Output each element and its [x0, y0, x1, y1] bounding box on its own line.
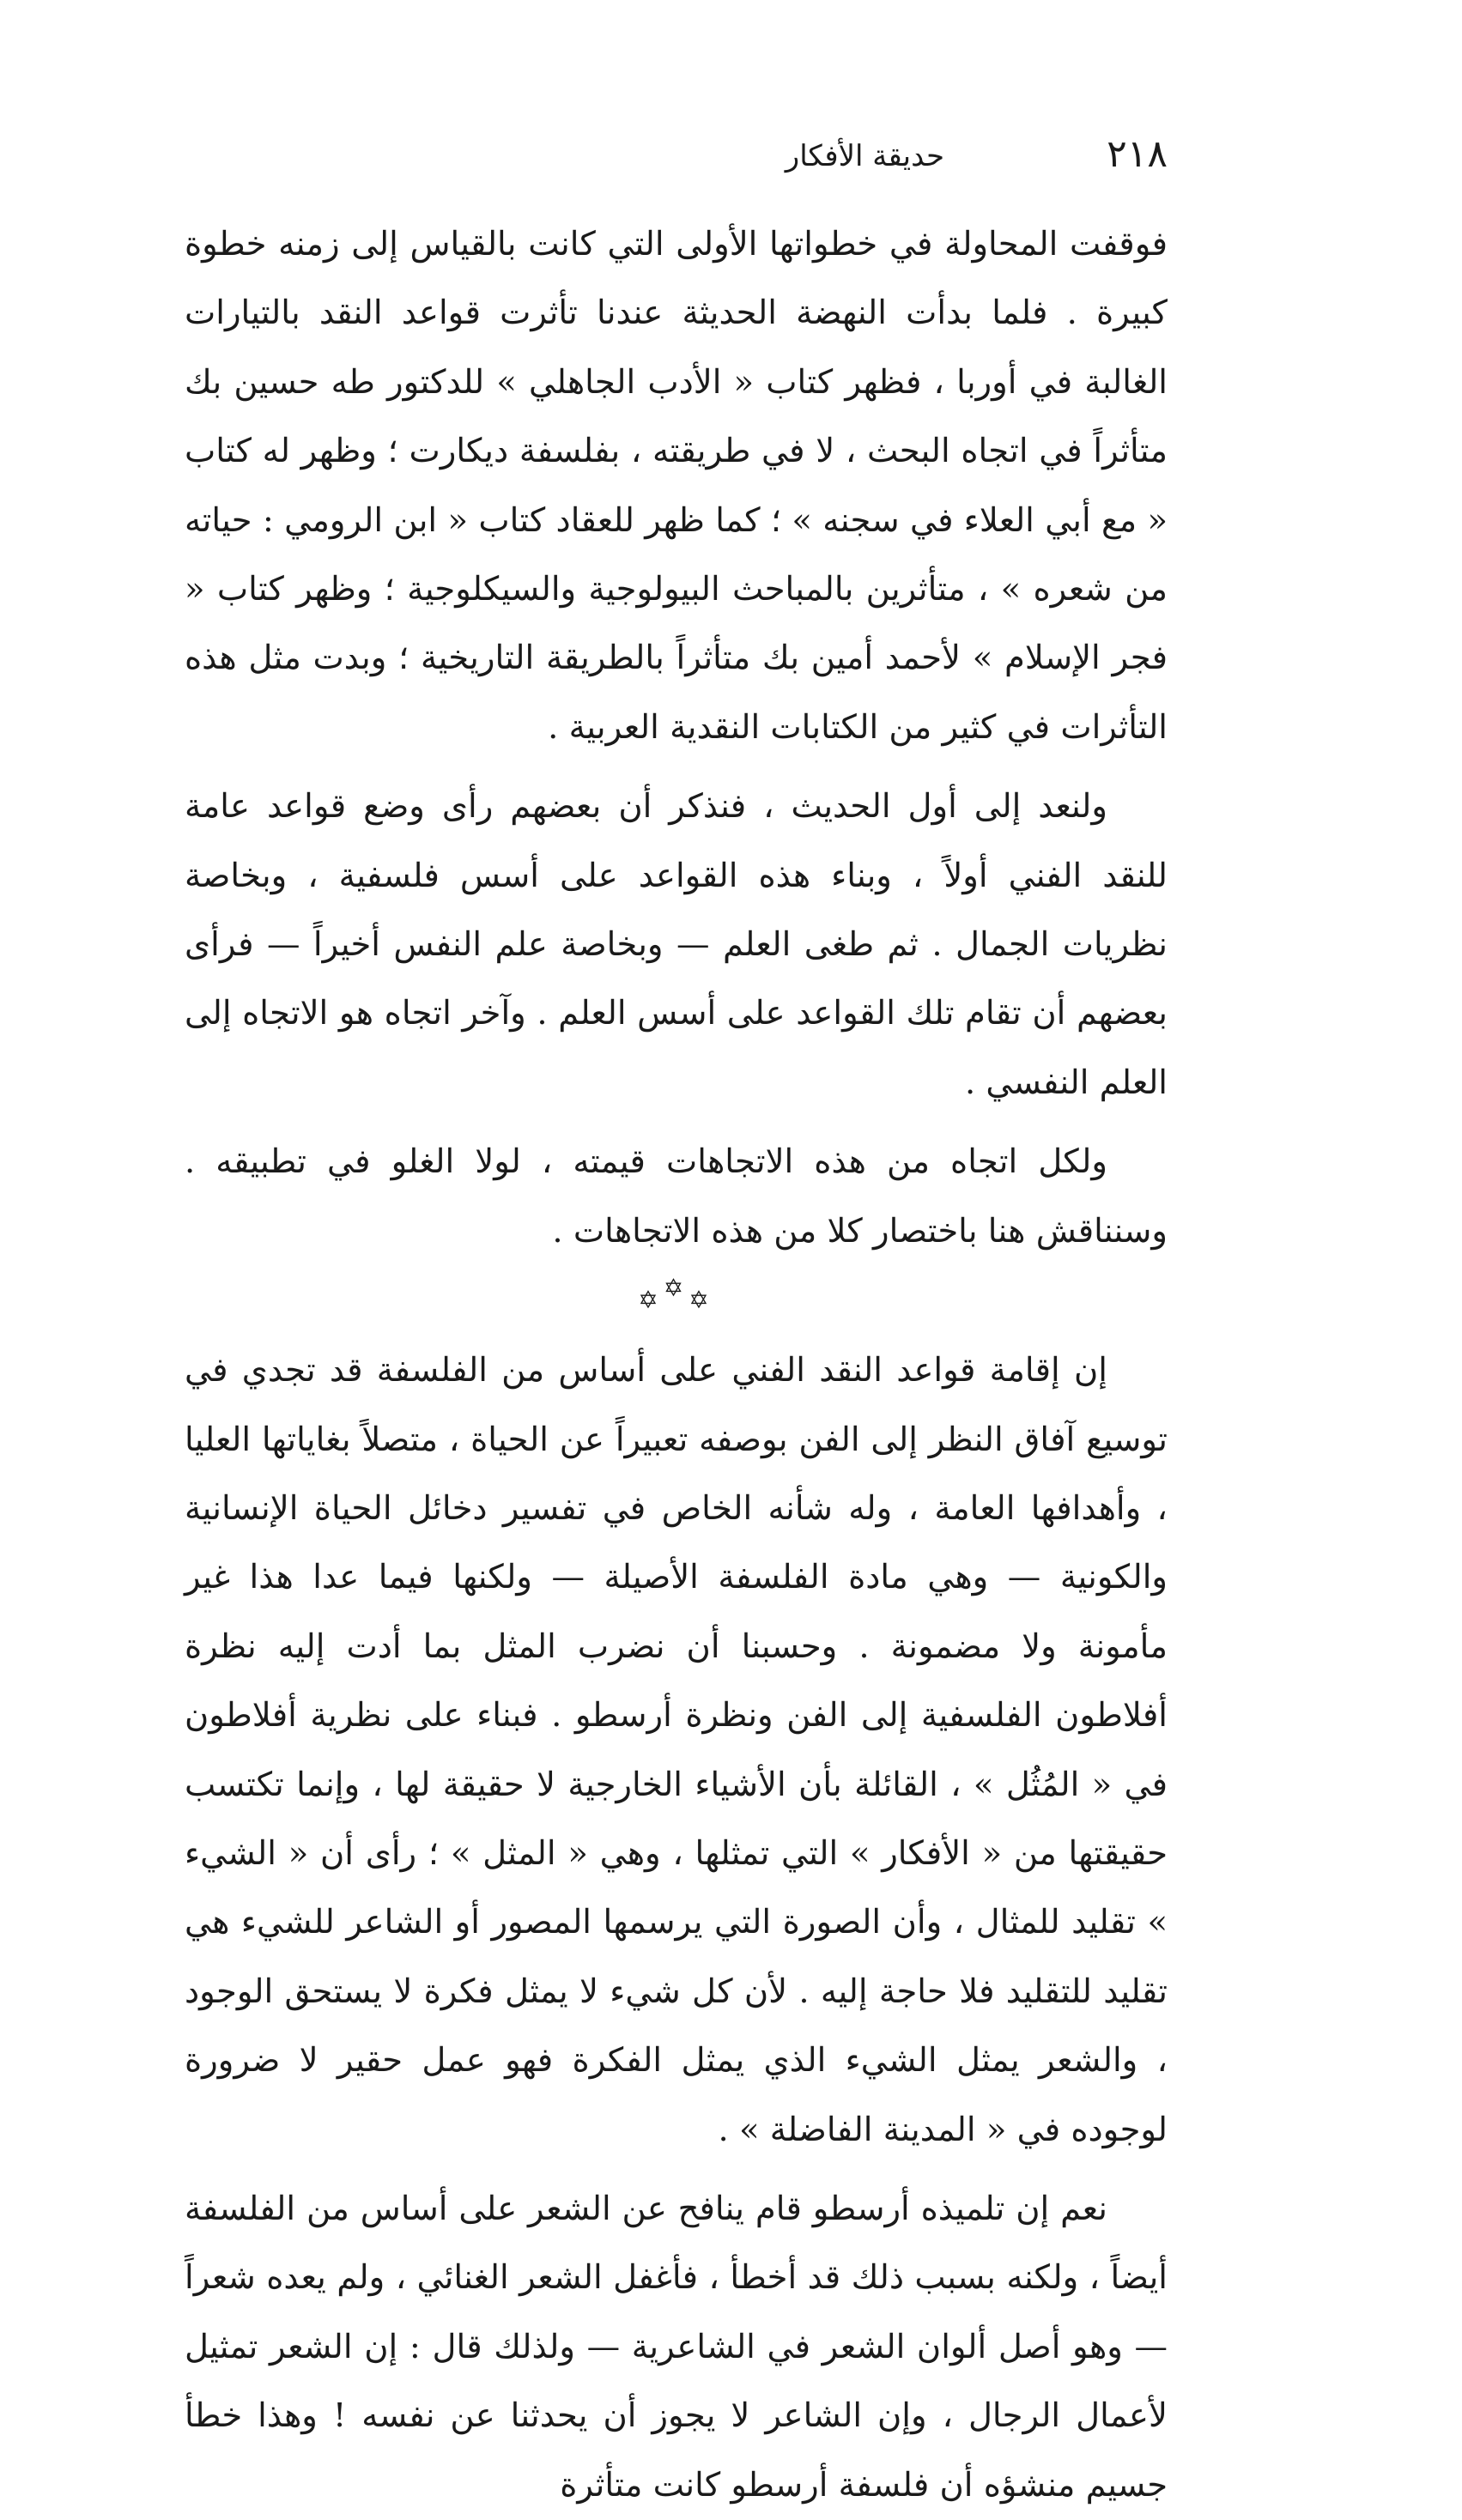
star-icon: ✡ [663, 1274, 689, 1303]
body-text [185, 210, 1168, 2520]
running-title: حديقة الأفكار [785, 139, 944, 173]
paragraph: ولنعد إلى أول الحديث ، فنذكر أن بعضهم رأى وضع قواعد عامة للنقد الفني أولاً ، وبناء هذه القواعد على أسس فلسفية ، وبخاصة نظريات الجمال . ثم طغى العلم — وبخاصة علم النفس أخيراً — فرأى بعضهم أن تقام تلك القواعد على أسس العلم . وآخر اتجاه هو الاتجاه إلى العلم النفسي . [185, 787, 1168, 1102]
section-divider [185, 1275, 1168, 1326]
paragraph: إن إقامة قواعد النقد الفني على أساس من الفلسفة قد تجدي في توسيع آفاق النظر إلى الفن بوصفه تعبيراً عن الحياة ، متصلاً بغاياتها العليا ، وأهدافها العامة ، وله شأنه الخاص في تفسير دخائل الحياة الإنسانية والكونية — وهي مادة الفلسفة الأصيلة — ولكنها فيما عدا هذا غير مأمونة ولا مضمونة . وحسبنا أن نضرب المثل بما أدت إليه نظرة أفلاطون الفلسفية إلى الفن ونظرة أرسطو . فبناء على نظرية أفلاطون في « المُثُل » ، القائلة بأن الأشياء الخارجية لا حقيقة لها ، وإنما تكتسب حقيقتها من « الأفكار » التي تمثلها ، وهي « المثل » ؛ رأى أن « الشيء » تقليد للمثال ، وأن الصورة التي يرسمها المصور أو الشاعر للشيء هي تقليد للتقليد فلا حاجة إليه . لأن كل شيء لا يمثل فكرة لا يستحق الوجود ، والشعر يمثل الشيء الذي يمثل الفكرة فهو عمل حقير لا ضرورة لوجوده في « المدينة الفاضلة » . [185, 1351, 1168, 2149]
paragraph: ولكل اتجاه من هذه الاتجاهات قيمته ، لولا الغلو في تطبيقه . وسنناقش هنا باختصار كلا من هذه الاتجاهات . [185, 1142, 1168, 1251]
paragraph: فوقفت المحاولة في خطواتها الأولى التي كانت بالقياس إلى زمنه خطوة كبيرة . فلما بدأت النهضة الحديثة عندنا تأثرت قواعد النقد بالتيارات الغالبة في أوربا ، فظهر كتاب « الأدب الجاهلي » للدكتور طه حسين بك متأثراً في اتجاه البحث ، لا في طريقته ، بفلسفة ديكارت ؛ وظهر له كتاب « مع أبي العلاء في سجنه » ؛ كما ظهر للعقاد كتاب « ابن الرومي : حياته من شعره » ، متأثرين بالمباحث البيولوجية والسيكلوجية ؛ وظهر كتاب « فجر الإسلام » لأحمد أمين بك متأثراً بالطريقة التاريخية ؛ وبدت مثل هذه التأثرات في كثير من الكتابات النقدية العربية . [185, 225, 1168, 747]
paragraph: نعم إن تلميذه أرسطو قام ينافح عن الشعر على أساس من الفلسفة أيضاً ، ولكنه بسبب ذلك قد أخطأ ، فأغفل الشعر الغنائي ، ولم يعده شعراً — وهو أصل ألوان الشعر في الشاعرية — ولذلك قال : إن الشعر تمثيل لأعمال الرجال ، وإن الشاعر لا يجوز أن يحدثنا عن نفسه ! وهذا خطأ جسيم منشؤه أن فلسفة أرسطو كانت متأثرة [185, 2189, 1168, 2505]
star-icon: ✡ [638, 1286, 664, 1315]
star-icon: ✡ [689, 1286, 714, 1315]
page-header [180, 129, 1168, 180]
page-number: ٢١٨ [1107, 132, 1168, 176]
